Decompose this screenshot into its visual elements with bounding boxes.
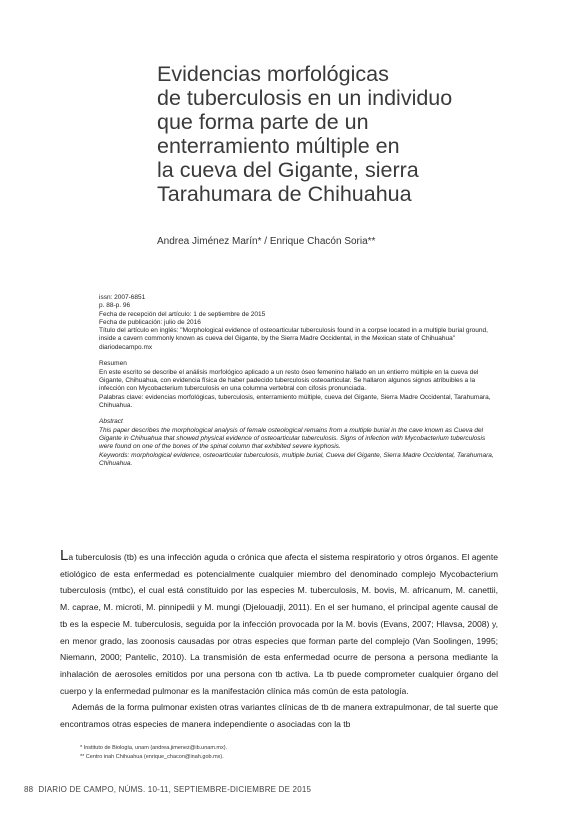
footnote-1: * Instituto de Biología, unam (andrea.jimenez@ib.unam.mx). — [80, 745, 228, 751]
article-body — [60, 549, 498, 733]
author-line: Andrea Jiménez Marín* / Enrique Chacón Soria** — [157, 236, 376, 247]
page-footer — [24, 785, 311, 794]
journal-name: DIARIO DE CAMPO, NÚMS. 10-11, SEPTIEMBRE-DICIEMBRE DE 2015 — [38, 785, 312, 794]
footnote-2: ** Centro inah Chihuahua (enrique_chacon@inah.gob.mx). — [80, 754, 224, 760]
palabras-clave: Palabras clave: evidencias morfológicas, tuberculosis, enterramiento múltiple, cueva del Gigante, Sierra Madre Occidental, Tarahumara, Chihuahua. — [99, 393, 491, 409]
page-range: p. 88-p. 96 — [99, 302, 131, 310]
title-line: Tarahumara de Chihuahua — [157, 182, 412, 206]
abstract-heading: Abstract — [99, 418, 123, 426]
title-line: enterramiento múltiple en — [157, 134, 400, 158]
abstract-text: This paper describes the morphological analysis of female osteological remains from a multiple burial in the cave known as Cueva del Gigante in Chihuahua that showed physical evidence of osteoarticular tuberculosis. Signs of infection with Mycobacterium tuberculosis were found on one of the bones of the spinal column that exhibited severe kyphosis. — [99, 426, 486, 451]
title-line: de tuberculosis en un individuo — [157, 86, 453, 110]
drop-cap: L — [60, 547, 69, 564]
received-date: Fecha de recepción del artículo: 1 de septiembre de 2015 — [99, 310, 266, 318]
english-title: Título del artículo en inglés: "Morphological evidence of osteoarticular tuberculosis found in a corpse located in a multiple burial ground, inside a cavern commonly known as cueva del Gigante, by the Sierra Madre Occidental, in the Mexican state of Chihuahua" — [99, 327, 488, 343]
resumen-heading: Resumen — [99, 360, 127, 368]
resumen-text: En este escrito se describe el análisis morfológico aplicado a un resto óseo femenino hallado en un entierro múltiple en la cueva del Gigante, Chihuahua, con evidencia física de haber padecido tuberculosis osteoarticular. Se hallaron algunos signos atribuibles a la infección con Mycobacterium tuberculosis en una columna vertebral con cifosis pronunciada. — [99, 368, 479, 393]
article-metadata — [99, 294, 499, 468]
title-line: la cueva del Gigante, sierra — [157, 158, 419, 182]
paragraph-text: a tuberculosis (tb) es una infección aguda o crónica que afecta el sistema respiratorio y otros órganos. El agente etiológico de esta enfermedad es potencialmente cualquier miembro del denominado complejo Mycobacterium tuberculosis (mtbc), el cual está constituido por las especies M. tuberculosis, M. bovis, M. africanum, M. canettii, M. caprae, M. microti, M. pinnipedii y M. mungi (Djelouadji, 2011). En el ser humano, el principal agente causal de tb es la especie M. tuberculosis, seguida por la infección provocada por la M. bovis (Evans, 2007; Hlavsa, 2008) y, en menor grado, las zoonosis causadas por otras especies que forman parte del complejo (Van Soolingen, 1995; Niemann, 2000; Pantelic, 2010). La transmisión de esta enfermedad ocurre de persona a persona mediante la inhalación de aerosoles emitidos por una persona con tb activa. La tb puede comprometer cualquier órgano del cuerpo y la enfermedad pulmonar es la manifestación clínica más común de esta patología. — [60, 552, 498, 696]
keywords: Keywords: morphological evidence, osteoarticular tuberculosis, multiple burial, Cueva del Gigante, Sierra Madre Occidental, Tarahumara, Chihuahua. — [99, 451, 494, 467]
title-line: que forma parte de un — [157, 110, 369, 134]
title-line: Evidencias morfológicas — [157, 62, 389, 86]
body-paragraph-2: Además de la forma pulmonar existen otras variantes clínicas de tb de manera extrapulmonar, de tal suerte que encontramos otras especies de manera independiente o asociadas con la tb — [60, 702, 498, 730]
footnotes — [80, 744, 227, 762]
article-title — [157, 62, 557, 206]
body-paragraph-1 — [60, 549, 498, 699]
site-url: diariodecampo.mx — [99, 343, 153, 351]
published-date: Fecha de publicación: julio de 2016 — [99, 318, 201, 326]
issn: issn: 2007-6851 — [99, 294, 146, 301]
page-number: 88 — [24, 785, 34, 794]
